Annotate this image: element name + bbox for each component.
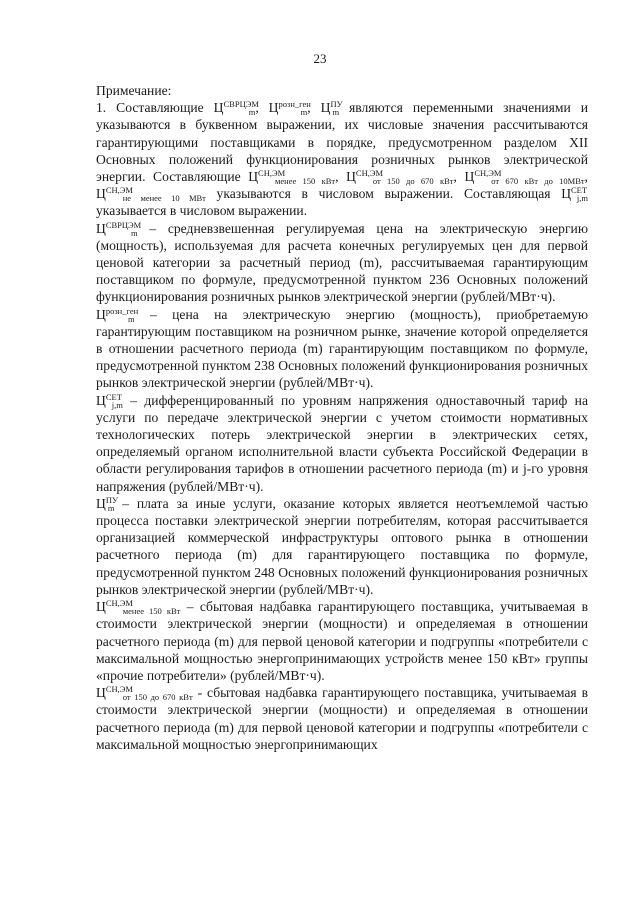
symbol-subscript: j,m (111, 399, 123, 410)
symbol-c-set (96, 393, 123, 408)
symbol-letter: Ц (464, 169, 475, 185)
symbol-c-svrcem (96, 219, 142, 238)
document-body (96, 82, 588, 753)
symbol-subscript: от 150 до 670 кВт (372, 176, 454, 187)
symbol-subscript: от 670 кВт до 10МВт (491, 176, 585, 187)
definition-pu (96, 495, 588, 598)
symbol-letter: Ц (96, 392, 106, 408)
symbol-subscript: от 150 до 670 кВт (122, 692, 193, 703)
symbol-subscript: менее 150 кВт (122, 606, 181, 617)
symbol-superscript: СН,ЭМ (105, 598, 133, 609)
symbol-subscript: не менее 10 МВт (122, 193, 206, 204)
item1-text-9: указывается в числовом выражении. (96, 203, 308, 219)
symbol-c-pu (96, 494, 118, 513)
item1-text-5: , (335, 169, 347, 185)
symbol-superscript: СН,ЭМ (258, 168, 286, 179)
symbol-subscript: m (107, 502, 115, 513)
symbol-subscript: m (300, 107, 308, 118)
symbol-superscript: СН,ЭМ (105, 185, 133, 196)
symbol-letter: Ц (96, 495, 106, 511)
symbol-c-pu (320, 99, 343, 118)
symbol-letter: Ц (213, 100, 224, 116)
symbol-letter: Ц (320, 100, 331, 116)
symbol-superscript: СЕТ (105, 391, 122, 402)
definition-text: – дифференцированный по уровням напряжения одноставочный тариф на услуги по передаче электрической энергии с учетом стоимости нормативных технологических потерь электрической энергии в электрических сетях, определяемый органом исполнительной власти субъекта Российской Федерации в области регулирования тарифов в отношении расчетного периода (m) и j-го уровня напряжения (рублей/МВт·ч). (96, 392, 588, 494)
definition-text: – сбытовая надбавка гарантирующего поставщика, учитываемая в стоимости электрической энергии (мощности) и определяемая в отношении расчетного периода (m) для первой ценовой категории и подгруппы «потребители с максимальной мощностью энергопринимающих устройств менее 150 кВт» группы «прочие потребители» (рублей/МВт·ч). (96, 599, 588, 683)
item1-text-1: 1. Составляющие (96, 100, 214, 116)
item1-text-2: , (255, 100, 269, 116)
symbol-superscript: ПУ (105, 494, 118, 505)
symbol-subscript: менее 150 кВт (274, 176, 336, 187)
page-number: 23 (313, 51, 327, 66)
note-item-1 (96, 99, 588, 219)
symbol-letter: Ц (96, 306, 106, 322)
symbol-superscript: СН,ЭМ (474, 168, 502, 179)
symbol-superscript: СН,ЭМ (355, 168, 384, 179)
symbol-c-svrcem (213, 99, 259, 118)
symbol-letter: Ц (346, 169, 356, 185)
definition-text: – цена на электрическую энергию (мощность), приобретаемую гарантирующим поставщиком на розничном рынке, значение которой определяется в отношении расчетного периода (m) гарантирующим поставщиком по формуле, предусмотренной пунктом 238 Основных положений функционирования розничных рынков электрической энергии (рублей/МВт·ч). (96, 306, 588, 391)
symbol-c-sn-670-10 (464, 168, 585, 187)
symbol-c-set (561, 185, 588, 204)
definition-svrcem (96, 220, 588, 306)
symbol-superscript: СН,ЭМ (105, 684, 133, 695)
symbol-letter: Ц (268, 100, 279, 116)
definition-sn-150-670 (96, 684, 588, 753)
symbol-superscript: ПУ (330, 99, 343, 110)
symbol-letter: Ц (96, 220, 106, 236)
symbol-subscript: m (248, 107, 256, 118)
symbol-letter: Ц (96, 685, 106, 701)
symbol-superscript: розн_ген (105, 305, 139, 316)
symbol-c-sn-less150 (248, 168, 336, 187)
definition-rozn-gen (96, 306, 588, 392)
note-heading: Примечание: (96, 83, 172, 98)
symbol-c-rozn-gen (96, 305, 139, 324)
item1-text-3: , (307, 100, 321, 116)
definition-text: – средневзвешенная регулируемая цена на электрическую энергию (мощность), используемая для расчета конечных регулируемых цен для первой ценовой категории за расчетный период (m), рассчитываемая гарантирующим поставщиком по формуле, предусмотренной пунктом 236 Основных положений функционирования розничных рынков электрической энергии (рублей/МВт·ч). (96, 220, 588, 305)
symbol-subscript: j,m (576, 193, 588, 204)
symbol-subscript: m (128, 313, 135, 324)
item1-text-4: являются переменными значениями и указываются в буквенном выражении, их числовые значения рассчитываются гарантирующими поставщиками в порядке, предусмотренном разделом XII Основных положений функционирования розничных рынков электрической энергии. Составляющие (96, 100, 589, 185)
item1-text-6: , (453, 169, 465, 185)
symbol-c-sn-150-670 (346, 168, 454, 187)
symbol-subscript: m (131, 227, 138, 238)
symbol-superscript: розн_ген (278, 99, 311, 110)
symbol-superscript: СЕТ (571, 185, 588, 196)
symbol-subscript: m (332, 107, 340, 118)
symbol-letter: Ц (561, 186, 572, 202)
symbol-c-rozn-gen (268, 99, 311, 118)
symbol-c-sn-150-670 (96, 684, 193, 703)
symbol-letter: Ц (96, 599, 106, 615)
definition-sn-less150 (96, 598, 588, 684)
definition-text: - сбытовая надбавка гарантирующего поставщика, учитываемая в стоимости электрической энергии (мощности) и определяемая в отношении расчетного периода (m) для первой ценовой категории и подгруппы «потребители с максимальной мощностью энергопринимающих (96, 685, 588, 752)
symbol-c-sn-less150 (96, 598, 181, 617)
definition-set (96, 392, 588, 495)
symbol-letter: Ц (96, 186, 106, 202)
symbol-superscript: СВРЦЭМ (105, 219, 142, 230)
item1-text-8: указываются в числовом выражении. Составляющая (205, 186, 562, 202)
symbol-c-sn-10mw (96, 185, 206, 204)
symbol-letter: Ц (248, 169, 259, 185)
item1-text-7: , (584, 169, 589, 185)
definition-text: – плата за иные услуги, оказание которых является неотъемлемой частью процесса поставки электрической энергии потребителям, которая рассчитывается организацией коммерческой инфраструктуры оптового рынка в отношении расчетного периода (m) для гарантирующего поставщика по формуле, предусмотренной пунктом 248 Основных положений функционирования розничных рынков электрической энергии (рублей/МВт·ч). (96, 495, 588, 597)
symbol-superscript: СВРЦЭМ (223, 99, 259, 110)
